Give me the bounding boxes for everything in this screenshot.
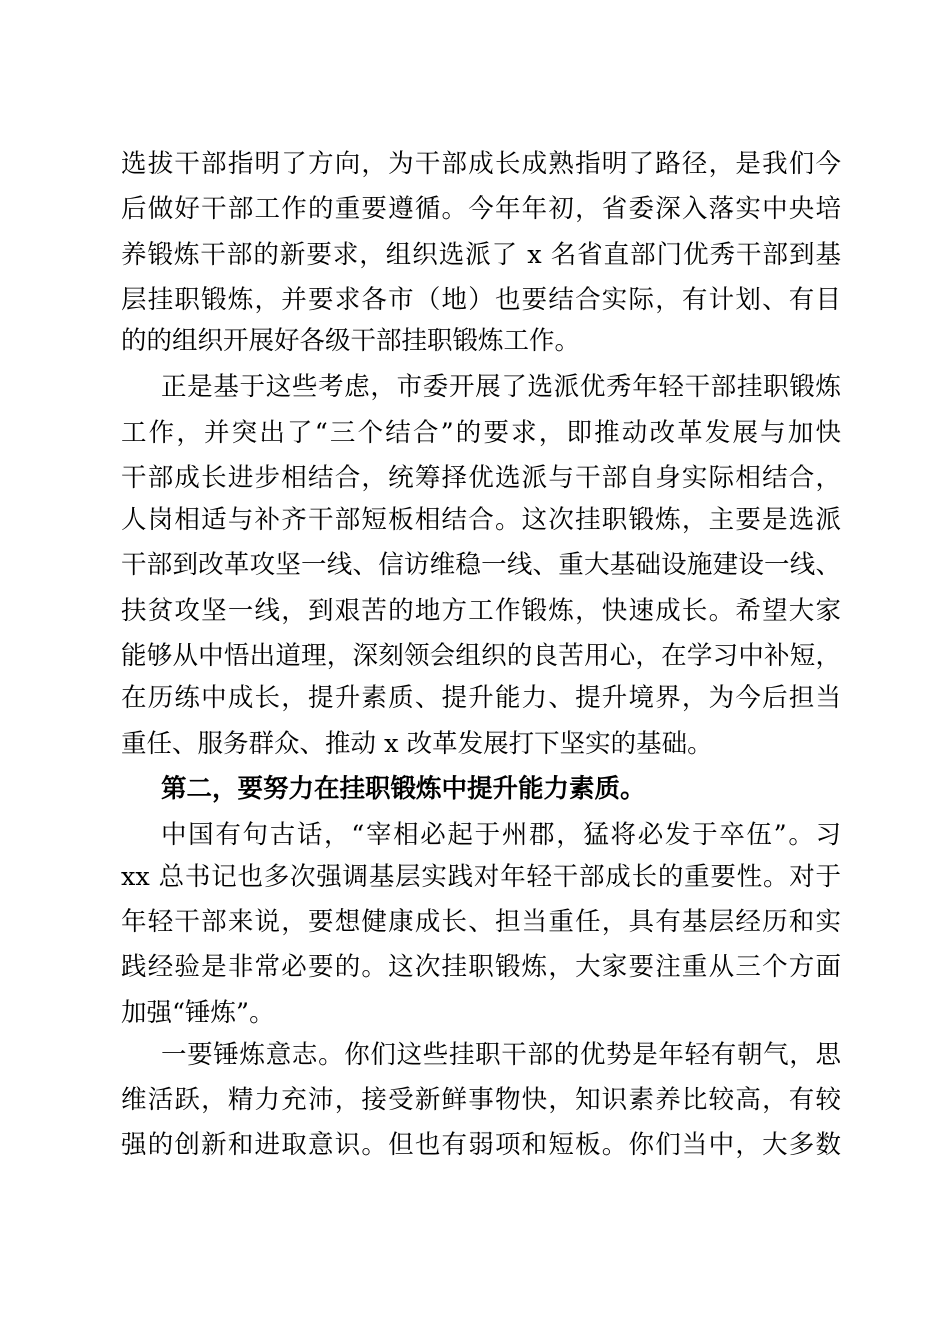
text-line: 能够从中悟出道理，深刻领会组织的良苦用心，在学习中补短， bbox=[121, 641, 841, 671]
text-line: 强的创新和进取意识。但也有弱项和短板。你们当中，大多数 bbox=[121, 1130, 841, 1160]
text-line: 工作，并突出了“三个结合”的要求，即推动改革发展与加快 bbox=[121, 418, 841, 448]
text-line: 养锻炼干部的新要求，组织选派了 x 名省直部门优秀干部到基 bbox=[121, 240, 841, 270]
paragraph-first-line: 中国有句古话，“宰相必起于州郡，猛将必发于卒伍”。习 bbox=[161, 820, 841, 850]
text-line: 层挂职锻炼，并要求各市（地）也要结合实际，有计划、有目 bbox=[121, 285, 841, 315]
text-line: 人岗相适与补齐干部短板相结合。这次挂职锻炼，主要是选派 bbox=[121, 505, 841, 535]
paragraph-first-line: 一要锤炼意志。你们这些挂职干部的优势是年轻有朝气，思 bbox=[161, 1040, 841, 1070]
text-line: 后做好干部工作的重要遵循。今年年初，省委深入落实中央培 bbox=[121, 194, 841, 224]
text-line: 在历练中成长，提升素质、提升能力、提升境界，为今后担当 bbox=[121, 683, 841, 713]
paragraph-first-line: 正是基于这些考虑，市委开展了选派优秀年轻干部挂职锻炼 bbox=[161, 372, 841, 402]
text-line: 干部成长进步相结合，统筹择优选派与干部自身实际相结合， bbox=[121, 463, 841, 493]
text-line: 年轻干部来说，要想健康成长、担当重任，具有基层经历和实 bbox=[121, 907, 841, 937]
text-line: 重任、服务群众、推动 x 改革发展打下坚实的基础。 bbox=[121, 729, 713, 759]
text-line: 加强“锤炼”。 bbox=[121, 998, 275, 1028]
text-line: 扶贫攻坚一线，到艰苦的地方工作锻炼，快速成长。希望大家 bbox=[121, 596, 841, 626]
text-line: 践经验是非常必要的。这次挂职锻炼，大家要注重从三个方面 bbox=[121, 952, 841, 982]
text-line: xx 总书记也多次强调基层实践对年轻干部成长的重要性。对于 bbox=[121, 862, 841, 892]
text-line: 维活跃，精力充沛，接受新鲜事物快，知识素养比较高，有较 bbox=[121, 1085, 841, 1115]
text-line: 的的组织开展好各级干部挂职锻炼工作。 bbox=[121, 326, 581, 356]
section-heading: 第二，要努力在挂职锻炼中提升能力素质。 bbox=[161, 774, 646, 804]
text-line: 干部到改革攻坚一线、信访维稳一线、重大基础设施建设一线、 bbox=[121, 550, 841, 580]
text-line: 选拔干部指明了方向，为干部成长成熟指明了路径，是我们今 bbox=[121, 149, 841, 179]
